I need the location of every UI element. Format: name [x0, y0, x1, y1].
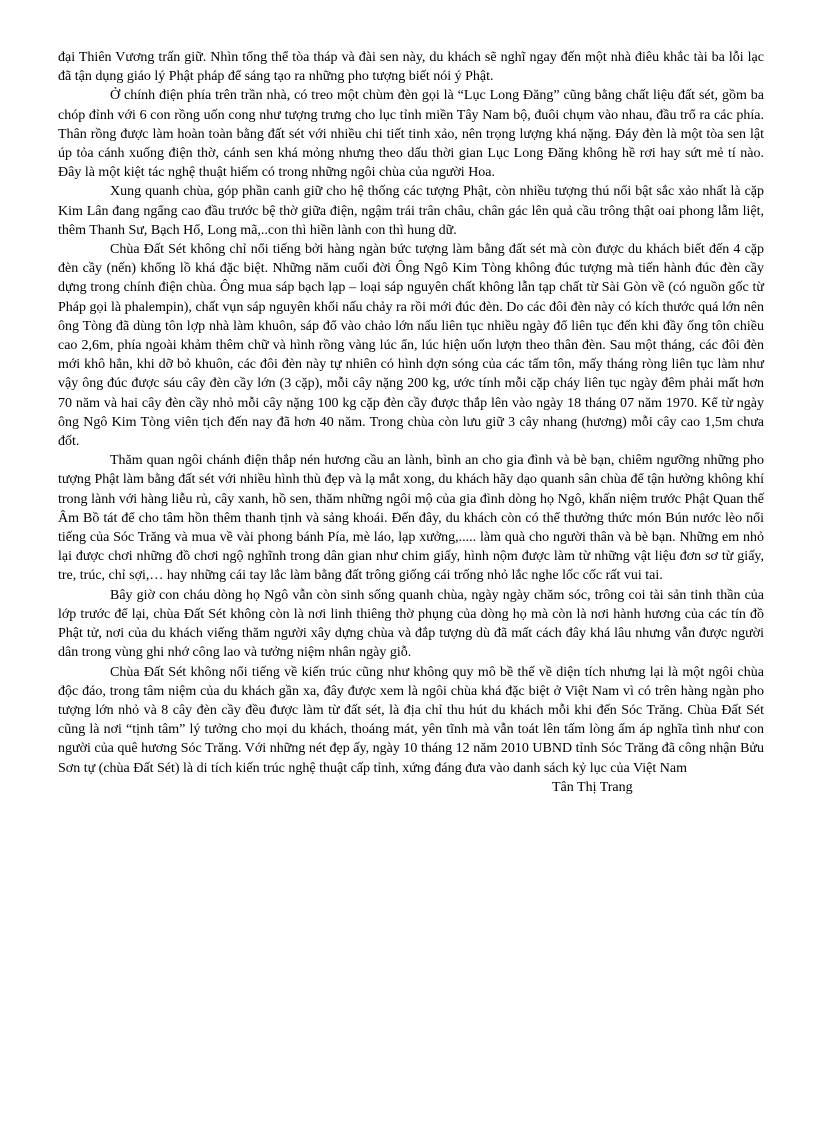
paragraph-den-cay: Chùa Đất Sét không chỉ nổi tiếng bởi hàng ngàn bức tượng làm bằng đất sét mà còn được du khách biết đến 4 cặp đèn cầy (nến) khổng lồ khá đặc biệt. Những năm cuối đời Ông Ngô Kim Tòng không đúc tượng mà tiến hành đúc đèn cầy dựng trong chính điện chùa. Ông mua sáp bạch lạp – loại sáp nguyên chất không lẫn tạp chất từ Sài Gòn về (có nguồn gốc từ Pháp gọi là phalempin), chất vụn sáp nguyên khối nấu chảy ra rồi mới đúc đèn. Do các đôi đèn này có kích thước quá lớn nên ông Tòng đã dùng tôn lợp nhà làm khuôn, sáp đổ vào chảo lớn nấu liên tục nhiều ngày đổ liên tục đến khi đầy ống tôn chiều cao 2,6m, phía ngoài khảm thêm chữ và hình rồng vàng lúc ẩn, lúc hiện uốn lượn theo thân đèn. Sau một tháng, các đôi đèn mới khô hẳn, khi dỡ bỏ khuôn, các đôi đèn này tự nhiên có hình dợn sóng của các tấm tôn, mấy tháng ròng liên tục làm như vậy ông đúc được sáu cây đèn cầy lớn (3 cặp), mỗi cây nặng 200 kg, ước tính mỗi cặp cháy liên tục ngày đêm phải mất hơn 70 năm và hai cây đèn cầy nhỏ mỗi cây nặng 100 kg cặp đèn cầy được thắp lên vào ngày 18 tháng 07 năm 1970. Kể từ ngày ông Ngô Kim Tòng viên tịch đến nay đã hơn 40 năm. Trong chùa còn lưu giữ 3 cây nhang (hương) mỗi cây cao 1,5m chưa đốt.: [58, 242, 764, 450]
paragraph-tham-quan: Thăm quan ngôi chánh điện thắp nén hương cầu an lành, bình an cho gia đình và bè bạn, chiêm ngưỡng những pho tượng Phật làm bằng đất sét với nhiều hình thù đẹp và lạ mắt xong, du khách hãy dạo quanh sân chùa để tận hưởng không khí trong lành với hàng liễu rủ, cây xanh, hồ sen, thăm những ngôi mộ của gia đình dòng họ Ngô, khấn niệm trước Phật Quan thế Âm Bồ tát để cho tâm hồn thêm thanh tịnh và sảng khoái. Đến đây, du khách còn có thể thưởng thức món Bún nước lèo nổi tiếng của Sóc Trăng và mua về vài phong bánh Pía, mè láo, lạp xưởng,..... làm quà cho người thân và bè bạn. Những em nhỏ lại được chơi những đồ chơi ngộ nghĩnh trong dân gian như chim giấy, hình nộm được làm từ những vật liệu đơn sơ từ giấy, tre, trúc, chỉ sợi,… hay những cái tay lắc làm bằng đất trông giống cái trống nhỏ lắc nghe lốc cốc rất vui tai.: [58, 453, 764, 584]
paragraph-di-tich: Chùa Đất Sét không nổi tiếng về kiến trúc cũng như không quy mô bề thế về diện tích nhưng lại là một ngôi chùa độc đáo, trong tâm niệm của du khách gần xa, đây được xem là ngôi chùa khá đặc biệt ở Việt Nam vì có trên hàng ngàn pho tượng lớn nhỏ và 8 cây đèn cầy đều được làm từ đất sét, là địa chỉ thu hút du khách mỗi khi đến Sóc Trăng. Chùa Đất Sét cũng là nơi “tịnh tâm” lý tưởng cho mọi du khách, thoáng mát, yên tĩnh mà vẫn toát lên tấm lòng ấm áp nghĩa tình như con người của quê hương Sóc Trăng. Với những nét đẹp ấy, ngày 10 tháng 12 năm 2010 UBND tỉnh Sóc Trăng đã công nhận Bửu Sơn tự (chùa Đất Sét) là di tích kiến trúc nghệ thuật cấp tỉnh, xứng đáng đưa vào danh sách kỷ lục của Việt Nam: [58, 664, 764, 776]
paragraph-thien-vuong: đại Thiên Vương trấn giữ. Nhìn tổng thể tòa tháp và đài sen này, du khách sẽ nghĩ ngay đến một nhà điêu khắc tài ba lỗi lạc đã tận dụng giáo lý Phật pháp để sáng tạo ra những pho tượng biết nói ý Phật.: [58, 50, 764, 85]
paragraph-dong-ho-ngo: Bây giờ con cháu dòng họ Ngô vẫn còn sinh sống quanh chùa, ngày ngày chăm sóc, trông coi tài sản tinh thần của lớp trước để lại, chùa Đất Sét không còn là nơi linh thiêng thờ phụng của dòng họ mà còn là nơi hành hương của các tín đồ Phật tử, nơi của du khách viếng thăm người xây dựng chùa và đắp tượng dù đã mất cách đây khá lâu nhưng vẫn được người dân trong vùng ghi nhớ công lao và tưởng niệm nhân ngày giỗ.: [58, 587, 764, 661]
document-page: [58, 48, 764, 797]
paragraph-kim-lan: Xung quanh chùa, góp phần canh giữ cho hệ thống các tượng Phật, còn nhiều tượng thú nổi bật sắc xảo nhất là cặp Kim Lân đang ngẩng cao đầu trước bệ thờ giữa điện, ngậm trái trân châu, chân gác lên quả cầu trông thật oai phong lẫm liệt, thêm Thanh Sư, Bạch Hổ, Long mã,..con thì hiền lành con thì hung dữ.: [58, 184, 764, 238]
paragraph-luc-long-dang: Ở chính điện phía trên trần nhà, có treo một chùm đèn gọi là “Lục Long Đăng” cũng bằng chất liệu đất sét, gồm ba chóp đỉnh với 6 con rồng uốn cong như tượng trưng cho lục tỉnh miền Tây Nam bộ, đuôi chụm vào nhau, đầu trổ ra các phía. Thân rồng được làm hoàn toàn bằng đất sét với nhiều chi tiết tinh xảo, nên trọng lượng khá nặng. Đáy đèn là một tòa sen lật úp tỏa cánh xuống điện thờ, cánh sen khá mỏng nhưng theo dấu thời gian Lục Long Đăng không hề rơi hay sứt mẻ tí nào. Đây là một kiệt tác nghệ thuật hiếm có trong những ngôi chùa của người Hoa.: [58, 88, 764, 181]
author-signature: Tân Thị Trang: [552, 779, 633, 795]
